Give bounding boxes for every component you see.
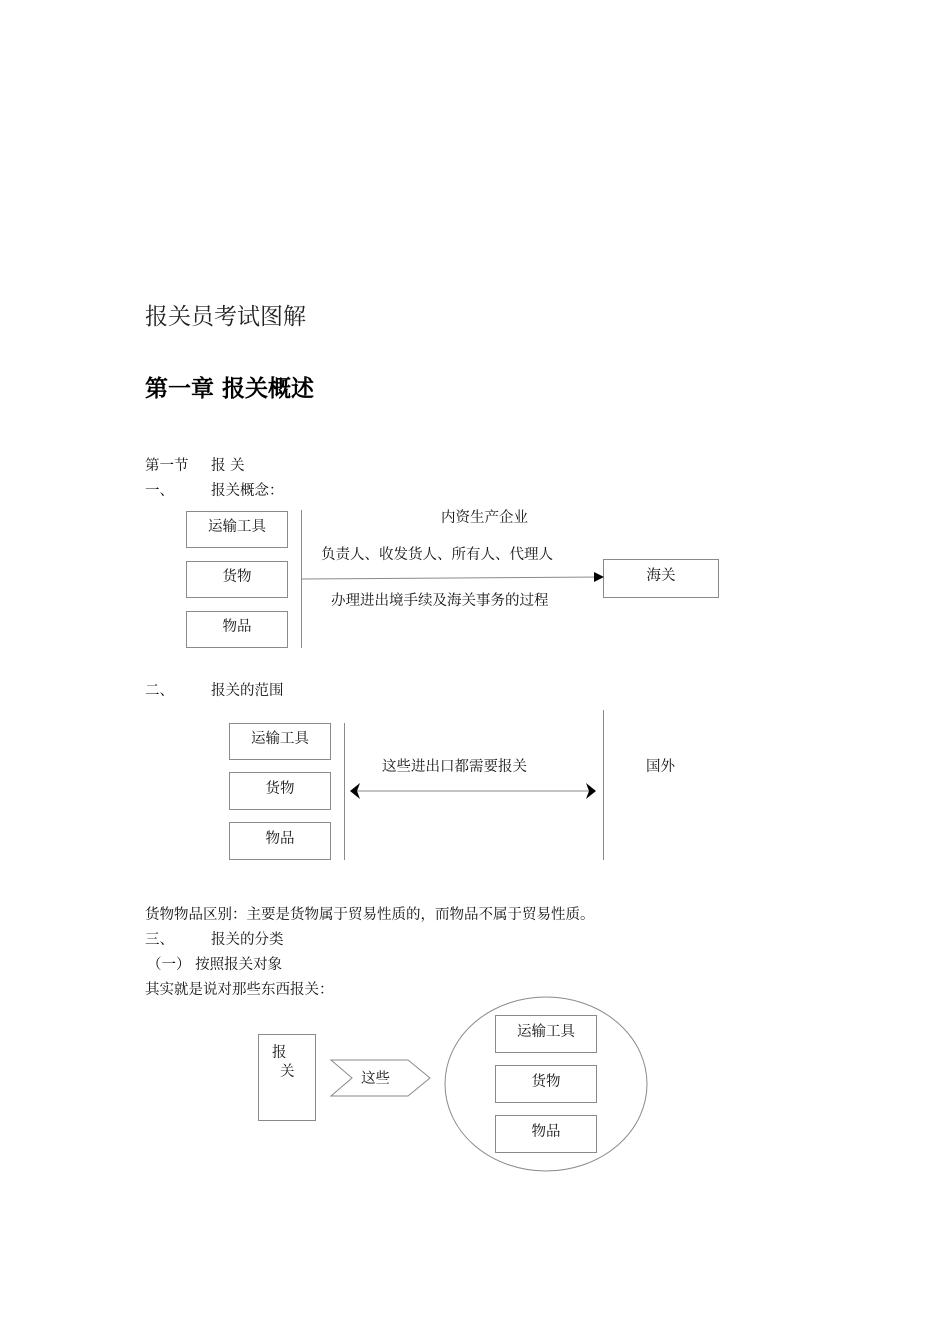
customs-box: 海关 [603, 559, 719, 598]
chapter-title: 第一章 报关概述 [145, 375, 315, 402]
scope-box-transport: 运输工具 [229, 723, 331, 760]
chevron-label: 这些 [361, 1071, 390, 1087]
subject-box-goods: 货物 [186, 561, 288, 598]
circle-box-goods: 货物 [495, 1065, 597, 1103]
part3-note: 其实就是说对那些东西报关： [145, 982, 334, 998]
arrow-to-customs-head [594, 572, 604, 582]
part3-subheading: （一） 按照报关对象 [147, 957, 283, 973]
scope-box-articles: 物品 [229, 822, 331, 860]
declare-box-char1: 报 [272, 1045, 287, 1061]
goods-articles-distinction: 货物物品区别：主要是货物属于贸易性质的，而物品不属于贸易性质。 [145, 907, 595, 923]
part2-title: 报关的范围 [211, 683, 284, 699]
arrow-to-customs [302, 577, 603, 579]
foreign-label: 国外 [646, 759, 675, 775]
document-title: 报关员考试图解 [145, 304, 306, 330]
circle-box-transport: 运输工具 [495, 1015, 597, 1053]
section-label: 第一节 [145, 458, 189, 474]
subject-box-articles: 物品 [186, 611, 288, 648]
part1-number: 一、 [145, 483, 174, 499]
part3-number: 三、 [145, 932, 174, 948]
part3-title: 报关的分类 [211, 932, 284, 948]
scope-box-goods: 货物 [229, 772, 331, 810]
part1-title: 报关概念： [211, 483, 284, 499]
subject-box-transport: 运输工具 [186, 511, 288, 548]
circle-box-articles: 物品 [495, 1115, 597, 1153]
label-enterprise: 内资生产企业 [441, 510, 528, 526]
part2-number: 二、 [145, 683, 174, 699]
label-persons: 负责人、收发货人、所有人、代理人 [321, 547, 553, 563]
declare-box-char2: 关 [280, 1064, 295, 1080]
scope-arrow-label: 这些进出口都需要报关 [382, 759, 527, 775]
label-process: 办理进出境手续及海关事务的过程 [331, 593, 549, 609]
section-name: 报 关 [211, 458, 245, 474]
